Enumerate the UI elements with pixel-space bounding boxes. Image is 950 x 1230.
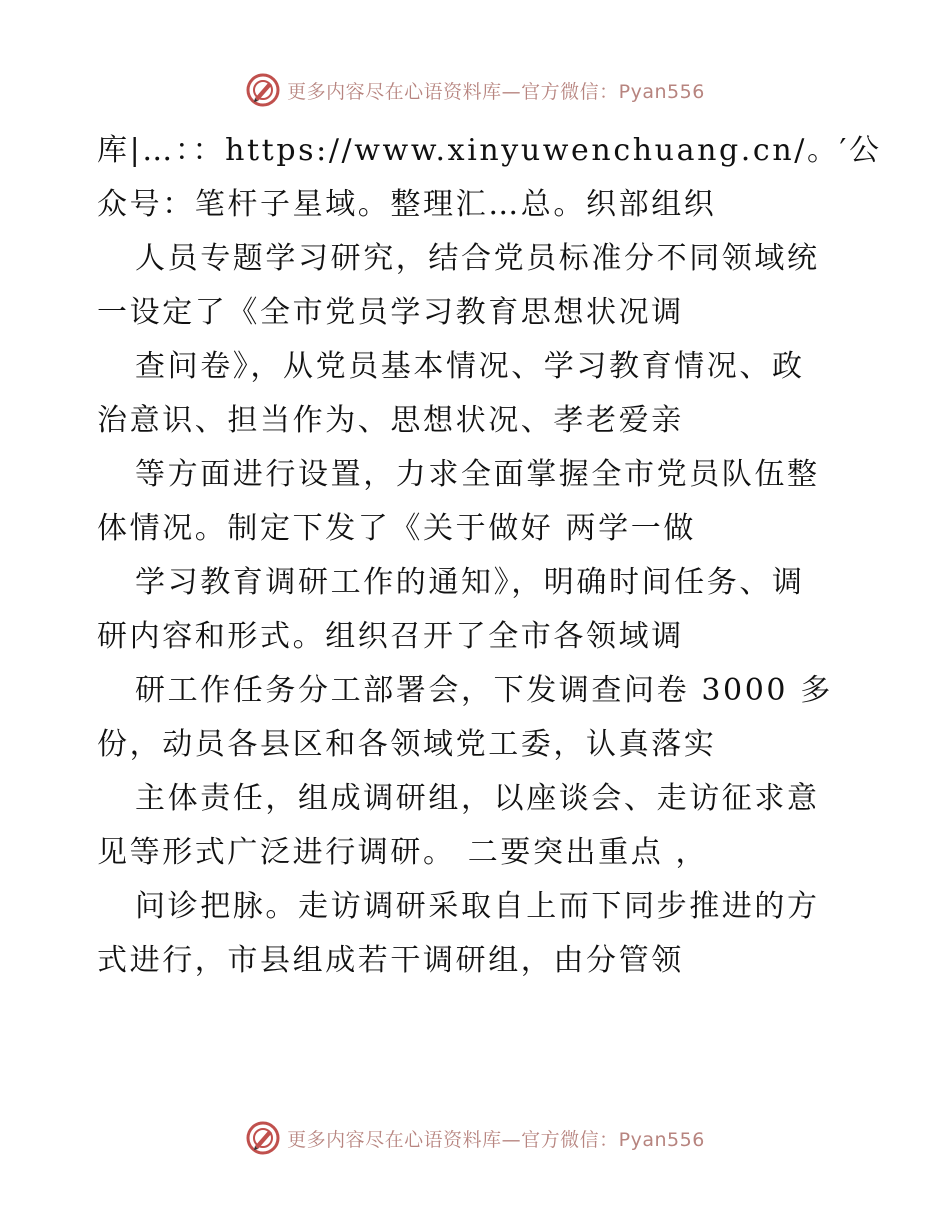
footer-banner-text: 更多内容尽在心语资料库—官方微信：Pyan556 xyxy=(287,1128,705,1151)
text-line: 学习教育调研工作的通知》，明确时间任务、调 xyxy=(135,565,805,600)
text-line: 查问卷》，从党员基本情况、学习教育情况、政 xyxy=(135,349,805,384)
brand-logo-icon xyxy=(245,1120,281,1156)
brand-logo-icon xyxy=(245,72,281,108)
text-line: 治意识、担当作为、思想状况、孝老爱亲 xyxy=(97,403,684,438)
text-line: 份，动员各县区和各领域党工委，认真落实 xyxy=(97,727,717,762)
text-line: 问诊把脉。走访调研采取自上而下同步推进的方 xyxy=(135,889,820,924)
text-line: 人员专题学习研究，结合党员标准分不同领域统 xyxy=(135,241,820,276)
text-line: 研工作任务分工部署会，下发调查问卷 3000 多 xyxy=(135,673,833,708)
text-line: 见等形式广泛进行调研。 二要突出重点 ， xyxy=(97,835,709,870)
text-line: 库|…：：https://www.xinyuwenchuang.cn/。′公 xyxy=(97,133,882,168)
text-line: 主体责任，组成调研组，以座谈会、走访征求意 xyxy=(135,781,820,816)
text-line: 一设定了《全市党员学习教育思想状况调 xyxy=(97,295,684,330)
footer-banner xyxy=(0,1118,950,1158)
text-line: 式进行，市县组成若干调研组，由分管领 xyxy=(97,943,684,978)
text-line: 研内容和形式。组织召开了全市各领域调 xyxy=(97,619,684,654)
text-line: 众号：笔杆子星域。整理汇…总。织部组织 xyxy=(97,187,717,222)
header-banner-text: 更多内容尽在心语资料库—官方微信：Pyan556 xyxy=(287,80,705,103)
document-body xyxy=(97,124,882,988)
text-line: 等方面进行设置，力求全面掌握全市党员队伍整 xyxy=(135,457,820,492)
header-banner xyxy=(0,70,950,110)
text-line: 体情况。制定下发了《关于做好 两学一做 xyxy=(97,511,696,546)
